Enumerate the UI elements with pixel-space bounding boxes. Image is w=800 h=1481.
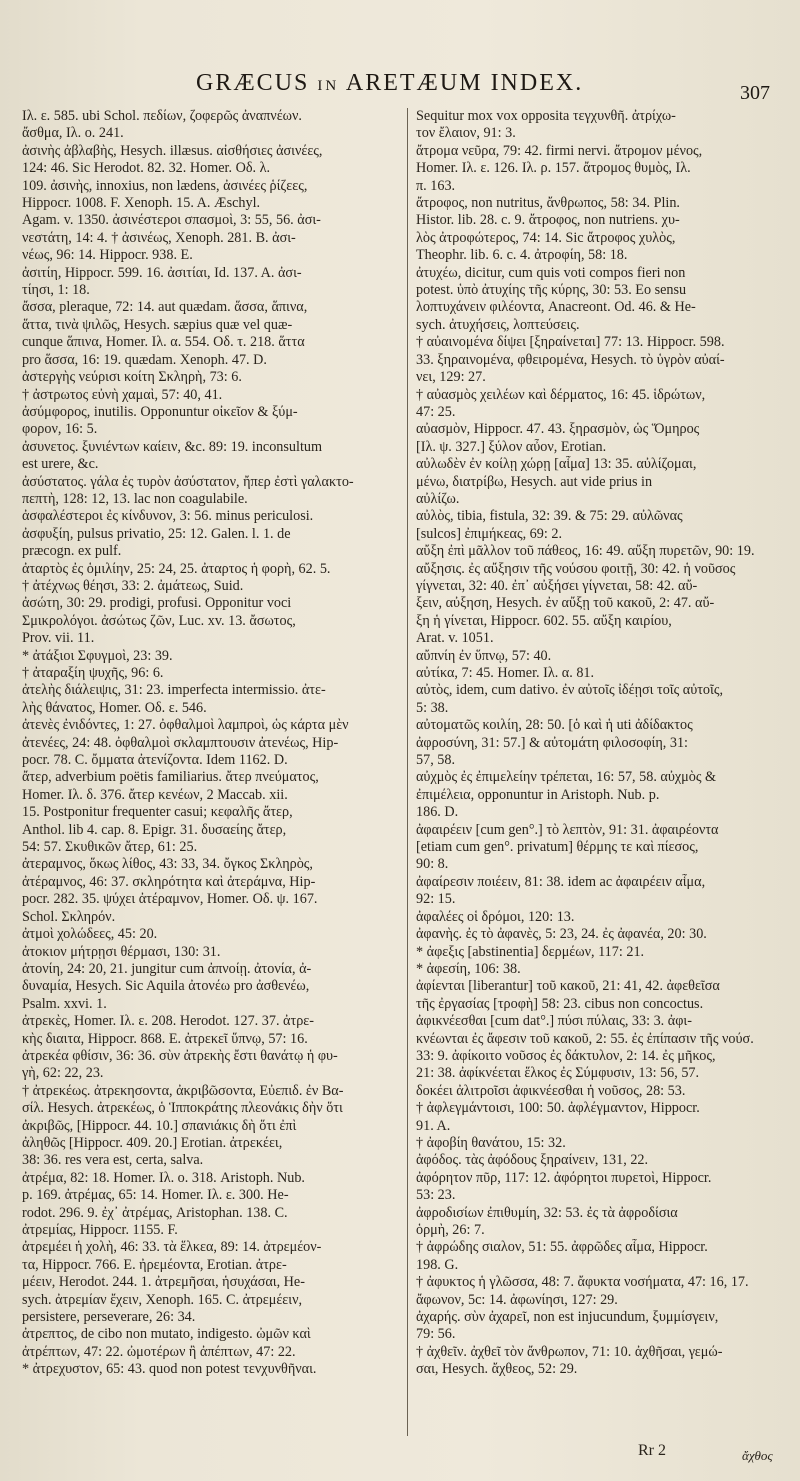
index-line: δοκέει ἀλιτροῖσι ἀφικνέεσθαι ἡ νοῦσος, 28: 53. bbox=[416, 1082, 686, 1099]
index-line: αὐλίζω. bbox=[416, 490, 460, 507]
index-line: ἀφόρητον πῦρ, 117: 12. ἀφόρητοι πυρετοὶ, Hippocr. bbox=[416, 1169, 712, 1186]
index-line: ἀφικνέεσθαι [cum dat°.] πύσι πύλαις, 33: 3. ἀφι- bbox=[416, 1013, 692, 1030]
index-line: est urere, &c. bbox=[22, 456, 99, 473]
index-line: * ἀφεξις [abstinentia] δερμέων, 117: 21. bbox=[416, 943, 645, 960]
index-line: λὴς θάνατος, Homer. Οδ. ε. 546. bbox=[22, 699, 207, 716]
index-line: νέως, 96: 14. Hippocr. 938. E. bbox=[22, 247, 193, 264]
index-line: κνέωνται ἐς ἄφεσιν τοῦ κακοῦ, 2: 55. ἐς ἐπίπασιν τῆς νούσ. bbox=[416, 1030, 754, 1047]
index-line: σαι, Hesych. ἄχθεος, 52: 29. bbox=[416, 1361, 578, 1378]
index-line: 54: 57. Σκυθικῶν ἄτερ, 61: 25. bbox=[22, 839, 198, 856]
column-divider bbox=[407, 108, 408, 1436]
index-line: 57, 58. bbox=[416, 752, 456, 769]
index-line: γίγνεται, 32: 40. ἐπ᾽ αὐξήσει γίγνεται, 58: 42. αὔ- bbox=[416, 577, 698, 594]
index-line: Histor. lib. 28. c. 9. ἄτροφος, non nutriens. χυ- bbox=[416, 212, 680, 229]
index-line: τον ἔλαιον, 91: 3. bbox=[416, 125, 516, 142]
index-line: † ἀφλεγμάντοισι, 100: 50. ἀφλέγμαντον, Hippocr. bbox=[416, 1100, 700, 1117]
index-line: φορον, 16: 5. bbox=[22, 421, 98, 438]
index-line: ἀτέραμνος, 46: 37. σκληρότητα καὶ ἀτεράμνα, Hip- bbox=[22, 873, 316, 890]
index-line: * ἀτρεχυστον, 65: 43. quod non potest τενχυνθῆναι. bbox=[22, 1361, 317, 1378]
index-line: σίλ. Hesych. ἀτρεκέως, ὁ Ἱπποκράτης πλεονάκις δὴν ὅτι bbox=[22, 1100, 343, 1117]
index-line: Homer. Ιλ. δ. 376. ἄτερ κενέων, 2 Maccab. xii. bbox=[22, 786, 288, 803]
index-line: ἄφωνον, 5c: 14. ἀφωνίησι, 127: 29. bbox=[416, 1291, 618, 1308]
index-line: † αὐαινομένα δίψει [ξηραίνεται] 77: 13. Hippocr. 598. bbox=[416, 334, 725, 351]
index-line: ἀφίενται [liberantur] τοῦ κακοῦ, 21: 41, 42. ἀφεθεῖσα bbox=[416, 978, 720, 995]
index-line: αὔξη ἐπὶ μᾶλλον τοῦ πάθεος, 16: 49. αὔξη πυρετῶν, 90: 19. bbox=[416, 543, 755, 560]
index-line: ἄτροφος, non nutritus, ἄνθρωπος, 58: 34. Plin. bbox=[416, 195, 680, 212]
index-line: ἀσιτίη, Hippocr. 599. 16. ἀσιτίαι, Id. 137. A. ἀσι- bbox=[22, 264, 302, 281]
index-line: potest. ὑπὸ ἀτυχίης τῆς κύρης, 30: 53. Eo sensu bbox=[416, 282, 687, 299]
index-line: † αὐασμὸς χειλέων καὶ δέρματος, 16: 45. ἱδρώτων, bbox=[416, 386, 706, 403]
page-footer bbox=[0, 1440, 800, 1470]
index-line: 109. ἀσινὴς, innoxius, non lædens, ἀσινέες ῥίζεες, bbox=[22, 177, 308, 194]
index-line: ἀσώτη, 30: 29. prodigi, profusi. Opponitur voci bbox=[22, 595, 292, 612]
index-line: ἀσύστατος. γάλα ἐς τυρὸν ἀσύστατον, ἤπερ ἐστὶ γαλακτο- bbox=[22, 473, 354, 490]
running-title-part-2: IN bbox=[317, 78, 340, 94]
index-line: ὁρμὴ, 26: 7. bbox=[416, 1222, 485, 1238]
index-line: Sequitur mox vox opposita τεγχυνθῆ. ἀτρίχω- bbox=[416, 108, 676, 124]
index-line: αὔπνίη ἐν ὕπνῳ, 57: 40. bbox=[416, 647, 552, 664]
index-line: Theophr. lib. 6. c. 4. ἀτροφίη, 58: 18. bbox=[416, 247, 628, 264]
index-line: ἀτενὲς ἐνιδόντες, 1: 27. ὀφθαλμοὶ λαμπροὶ, ὡς κάρτα μὲν bbox=[22, 717, 349, 734]
index-line: ξειν, αὐξηση, Hesych. ἐν αὔξῃ τοῦ κακοῦ, 2: 47. αὔ- bbox=[416, 595, 715, 612]
index-line: ἀταρτὸς ἐς ὁμιλίην, 25: 24, 25. ἀταρτος ἡ φορὴ, 62. 5. bbox=[22, 560, 331, 577]
index-line: 79: 56. bbox=[416, 1326, 456, 1343]
index-line: Arat. v. 1051. bbox=[416, 630, 494, 647]
index-line: Agam. v. 1350. ἀσινέστεροι σπασμοὶ, 3: 55, 56. ἀσι- bbox=[22, 212, 321, 229]
index-line: ἀσύμφορος, inutilis. Opponuntur οἰκεῖον & ξύμ- bbox=[22, 403, 298, 420]
index-line: αὐλὸς, tibia, fistula, 32: 39. & 75: 29. αὐλῶνας bbox=[416, 508, 683, 525]
index-line: ἀσφαλέστεροι ἐς κίνδυνον, 3: 56. minus periculosi. bbox=[22, 508, 314, 525]
index-line: ἀφαίρεσιν ποιέειν, 81: 38. idem ac ἀφαιρέειν αἷμα, bbox=[416, 873, 706, 890]
index-line: 186. D. bbox=[416, 804, 459, 821]
index-line: ἀτρεμίας, Hippocr. 1155. F. bbox=[22, 1222, 178, 1238]
index-line: ἀτελὴς διάλειψις, 31: 23. imperfecta intermissio. ἀτε- bbox=[22, 682, 326, 699]
page-number: 307 bbox=[740, 82, 770, 104]
index-line: ἀφροδισίων ἐπιθυμίη, 32: 53. ἐς τὰ ἀφροδίσια bbox=[416, 1204, 678, 1221]
index-line: ἀτεραμνος, ὅκως λίθος, 43: 33, 34. ὄγκος Σκληρὸς, bbox=[22, 856, 313, 873]
index-line: λοπτυχάνειν φιλέοντα, Anacreont. Od. 46. & He- bbox=[416, 299, 696, 316]
index-line: κὴς διαιτα, Hippocr. 868. E. ἀτρεκεῖ ὕπνῳ, 57: 16. bbox=[22, 1030, 308, 1047]
index-line: ἀστεργὴς νεύρισι κοίτη Σκληρὴ, 73: 6. bbox=[22, 369, 242, 386]
index-line: μένω, διατρίβω, Hesych. aut vide prius in bbox=[416, 473, 653, 490]
running-title bbox=[196, 70, 583, 97]
index-line: 90: 8. bbox=[416, 856, 449, 873]
index-line: μέειν, Herodot. 244. 1. ἀτρεμῆσαι, ἡσυχάσαι, He- bbox=[22, 1274, 305, 1291]
index-line: ἀτρεπτος, de cibo non mutato, indigesto. ὠμῶν καὶ bbox=[22, 1326, 311, 1343]
index-line: τῆς ἐργασίας [τροφὴ] 58: 23. cibus non concoctus. bbox=[416, 995, 704, 1012]
index-line: rodot. 296. 9. ἐχ᾽ ἀτρέμας, Aristophan. 138. C. bbox=[22, 1204, 288, 1221]
signature-mark: Rr 2 bbox=[638, 1442, 666, 1459]
index-line: ἀτρεκέα φθίσιν, 36: 36. σὺν ἀτρεκὴς ἔστι θανάτῳ ἡ φυ- bbox=[22, 1047, 338, 1064]
index-line: ἀτρέμα, 82: 18. Homer. Ιλ. ο. 318. Aristoph. Nub. bbox=[22, 1169, 305, 1186]
index-line: præcogn. ex pulf. bbox=[22, 543, 122, 560]
index-line: Homer. Ιλ. ε. 126. Ιλ. ρ. 157. ἄτρομος θυμὸς, Ιλ. bbox=[416, 160, 691, 177]
index-line: Psalm. xxvi. 1. bbox=[22, 995, 107, 1012]
index-line: ἀτμοὶ χολώδεες, 45: 20. bbox=[22, 926, 158, 943]
index-line: τίησι, 1: 18. bbox=[22, 282, 90, 299]
index-line: 21: 38. ἀφίκνέεται ἕλκος ἐς Σύμφυσιν, 13: 56, 57. bbox=[416, 1065, 700, 1082]
index-line: † ἀχθεῖν. ἀχθεῖ τὸν ἄνθρωπον, 71: 10. ἀχθῆσαι, γεμώ- bbox=[416, 1343, 723, 1360]
running-title-part-3: ARETÆUM INDEX. bbox=[345, 70, 584, 96]
index-line: ἀσυνετος. ξυνιέντων καίειν, &c. 89: 19. inconsultum bbox=[22, 438, 323, 455]
index-line: Hippocr. 1008. F. Xenoph. 15. A. Æschyl. bbox=[22, 195, 261, 212]
index-line: persistere, perseverare, 26: 34. bbox=[22, 1309, 196, 1326]
index-line: τα, Hippocr. 766. E. ἠρεμέοντα, Erotian. ἀτρε- bbox=[22, 1256, 287, 1273]
index-line: νει, 129: 27. bbox=[416, 369, 486, 386]
index-line: p. 169. ἀτρέμας, 65: 14. Homer. Ιλ. ε. 300. He- bbox=[22, 1187, 289, 1204]
index-line: ἄσθμα, Ιλ. ο. 241. bbox=[22, 125, 124, 142]
index-line: † ἀστρωτος εὐνὴ χαμαὶ, 57: 40, 41. bbox=[22, 386, 223, 403]
index-line: δυναμία, Hesych. Sic Aquila ἀτονέω pro ἀσθενέω, bbox=[22, 978, 310, 995]
index-line: ἀτρεμέει ἡ χολὴ, 46: 33. τὰ ἕλκεα, 89: 14. ἀτρεμέον- bbox=[22, 1239, 322, 1256]
index-line: 198. G. bbox=[416, 1256, 459, 1273]
index-line: ἀληθῶς [Hippocr. 409. 20.] Erotian. ἀτρεκέει, bbox=[22, 1134, 283, 1151]
index-line: pocr. 282. 35. ψύχει ἀτέραμνον, Homer. Οδ. ψ. 167. bbox=[22, 891, 318, 908]
left-column bbox=[22, 108, 400, 1438]
index-line: Σμικρολόγοι. ἀσώτως ζῶν, Luc. xv. 13. ἄσωτος, bbox=[22, 612, 296, 629]
index-line: 91. A. bbox=[416, 1117, 451, 1134]
index-line: Schol. Σκληρόν. bbox=[22, 908, 116, 925]
index-line: 53: 23. bbox=[416, 1187, 456, 1204]
index-line: 38: 36. res vera est, certa, salva. bbox=[22, 1152, 204, 1169]
index-line: αὐτοματῶς κοιλίη, 28: 50. [ὁ καὶ ἡ uti ἀδίδακτος bbox=[416, 717, 693, 734]
index-line: ἀτοκιον μήτρῃσι θέρμασι, 130: 31. bbox=[22, 943, 221, 960]
index-line: ἀτρεκὲς, Homer. Ιλ. ε. 208. Herodot. 127. 37. ἀτρε- bbox=[22, 1013, 314, 1030]
index-line: 47: 25. bbox=[416, 403, 456, 420]
right-column bbox=[416, 108, 780, 1438]
index-line: ἀφαιρέειν [cum gen°.] τὸ λεπτὸν, 91: 31. ἀφαιρέοντα bbox=[416, 821, 719, 838]
index-line: [sulcos] ἐπιμήκεας, 69: 2. bbox=[416, 525, 562, 542]
index-line: αὐτίκα, 7: 45. Homer. Ιλ. α. 81. bbox=[416, 665, 595, 681]
index-line: 33. ξηραινομένα, φθειρομένα, Hesych. τὸ ὑγρὸν αὐαί- bbox=[416, 351, 725, 368]
index-line: ἀσφυξίη, pulsus privatio, 25: 12. Galen. l. 1. de bbox=[22, 525, 291, 542]
index-line: ἀτυχέω, dicitur, cum quis voti compos fieri non bbox=[416, 264, 686, 281]
index-line: πεπτὴ, 128: 12, 13. lac non coagulabile. bbox=[22, 490, 248, 507]
index-line: † ἀτρεκέως. ἀτρεκησοντα, ἀκριβῶσοντα, Εὐεπιδ. ἐν Βα- bbox=[22, 1082, 344, 1099]
index-line: ἀχαρής. σὺν ἀχαρεῖ, non est injucundum, ξυμμίσγειν, bbox=[416, 1309, 719, 1326]
index-line: † ἀφυκτος ἡ γλῶσσα, 48: 7. ἄφυκτα νοσήματα, 47: 16, 17. bbox=[416, 1274, 749, 1291]
index-line: αὐχμὸς ἐς ἐπιμελείην τρέπεται, 16: 57, 58. αὐχμὸς & bbox=[416, 769, 717, 786]
index-line: ἀτρέπτων, 47: 22. ὠμοτέρων ἢ ἀπέπτων, 47: 22. bbox=[22, 1343, 296, 1360]
running-title-part-1: GRÆCUS bbox=[196, 70, 310, 96]
index-line: 92: 15. bbox=[416, 891, 456, 908]
index-line: λὸς ἀτροφώτερος, 74: 14. Sic ἄτροφος χυλὸς, bbox=[416, 229, 676, 246]
index-line: 33: 9. ἀφίκοιτο νοῦσος ἐς δάκτυλον, 2: 14. ἐς μῆκος, bbox=[416, 1047, 716, 1064]
index-line: νεστάτη, 14: 4. † ἀσινέως, Xenoph. 281. B. ἀσι- bbox=[22, 229, 296, 246]
index-line: ἄτρομα νεῦρα, 79: 42. firmi nervi. ἄτρομον μένος, bbox=[416, 142, 703, 159]
index-line: π. 163. bbox=[416, 177, 456, 194]
index-line: ἀσινὴς ἀβλαβὴς, Hesych. illæsus. αἰσθήσιες ἀσινέες, bbox=[22, 142, 323, 159]
index-line: † ἀταραξίη ψυχῆς, 96: 6. bbox=[22, 665, 164, 681]
index-line: pocr. 78. C. ὄμματα ἀτενίζοντα. Idem 1162. D. bbox=[22, 752, 288, 769]
index-line: αὐασμὸν, Hippocr. 47. 43. ξηρασμὸν, ὡς Ὅμηρος bbox=[416, 421, 700, 438]
index-line: 5: 38. bbox=[416, 699, 449, 716]
index-line: ἄτερ, adverbium poëtis familiarius. ἄτερ πνεύματος, bbox=[22, 769, 319, 786]
index-line: Prov. vii. 11. bbox=[22, 630, 95, 647]
index-line: ἀτενέες, 24: 48. ὀφθαλμοὶ σκλαμπτουσιν ἀτενέως, Hip- bbox=[22, 734, 339, 751]
index-line: † ἀφοβίη θανάτου, 15: 32. bbox=[416, 1134, 566, 1151]
index-line: pro ἅσσα, 16: 19. quædam. Xenoph. 47. D. bbox=[22, 351, 267, 368]
index-line: ἅττα, τινὰ ψιλῶς, Hesych. sæpius quæ vel quæ- bbox=[22, 316, 293, 333]
index-line: ἀκριβῶς, [Hippocr. 44. 10.] σπανιάκις δὴ ὅτι ἐπὶ bbox=[22, 1117, 297, 1134]
index-line: * ἀτάξιοι Σφυγμοὶ, 23: 39. bbox=[22, 647, 173, 664]
index-line: ἀφόδος. τὰς ἀφόδους ξηραίνειν, 131, 22. bbox=[416, 1152, 649, 1169]
index-line: ἄσσα, pleraque, 72: 14. aut quædam. ἅσσα, ἅπινα, bbox=[22, 299, 308, 316]
index-line: † ἀτέχνως θέησι, 33: 2. ἀμάτεως, Suid. bbox=[22, 577, 244, 594]
index-line: ἀφαλέες οἱ δρόμοι, 120: 13. bbox=[416, 908, 575, 925]
index-line: ἀφανὴς. ἐς τὸ ἀφανὲς, 5: 23, 24. ἐς ἀφανέα, 20: 30. bbox=[416, 926, 707, 943]
page-header bbox=[0, 64, 800, 104]
index-line: [etiam cum gen°. privatum] θέρμης τε καὶ πίεσος, bbox=[416, 839, 699, 856]
index-line: Ιλ. ε. 585. ubi Schol. πεδίων, ζοφερῶς ἀναπνέων. bbox=[22, 108, 302, 124]
index-line: sych. ἀτρεμίαν ἔχειν, Xenoph. 165. C. ἀτρεμέειν, bbox=[22, 1291, 303, 1308]
index-line: ἀτονίη, 24: 20, 21. jungitur cum ἀπνοίῃ. ἀτονία, ἀ- bbox=[22, 960, 312, 977]
index-line: 15. Postponitur frequenter casui; κεφαλῆς ἄτερ, bbox=[22, 804, 293, 821]
index-line: Anthol. lib 4. cap. 8. Epigr. 31. δυσαείης ἄτερ, bbox=[22, 821, 287, 838]
index-line: * ἀφεσίη, 106: 38. bbox=[416, 960, 521, 977]
index-line: αὔξησις. ἐς αὔξησιν τῆς νούσου φοιτῇ, 30: 42. ἡ νοῦσος bbox=[416, 560, 736, 577]
index-line: ἐπιμέλεια, opponuntur in Aristoph. Nub. p. bbox=[416, 786, 660, 803]
index-line: ἀφροσύνη, 31: 57.] & αὐτομάτη φιλοσοφίη, 31: bbox=[416, 734, 688, 751]
index-line: sych. ἀτυχήσεις, λοπτεύσεις. bbox=[416, 316, 580, 333]
index-line: † ἀφρώδης σιαλον, 51: 55. ἀφρῶδες αἷμα, Hippocr. bbox=[416, 1239, 708, 1256]
index-line: ξη ἡ γίνεται, Hippocr. 602. 55. αὔξη καιρίου, bbox=[416, 612, 672, 629]
index-line: αὐτὸς, idem, cum dativo. ἐν αὐτοῖς ἰδέῃσι τοῖς αὐτοῖς, bbox=[416, 682, 724, 699]
index-line: αὐλωδὲν ἐν κοίλῃ χώρῃ [αἷμα] 13: 35. αὐλίζομαι, bbox=[416, 456, 697, 473]
index-line: [Ιλ. ψ. 327.] ξύλον αὖον, Erotian. bbox=[416, 438, 607, 455]
catchword: ἄχθος bbox=[742, 1448, 773, 1463]
index-line: 124: 46. Sic Herodot. 82. 32. Homer. Οδ. λ. bbox=[22, 160, 271, 177]
index-line: cunque ἅπινα, Homer. Ιλ. α. 554. Οδ. τ. 218. ἅττα bbox=[22, 334, 305, 351]
index-line: γὴ, 62: 22, 23. bbox=[22, 1065, 104, 1082]
